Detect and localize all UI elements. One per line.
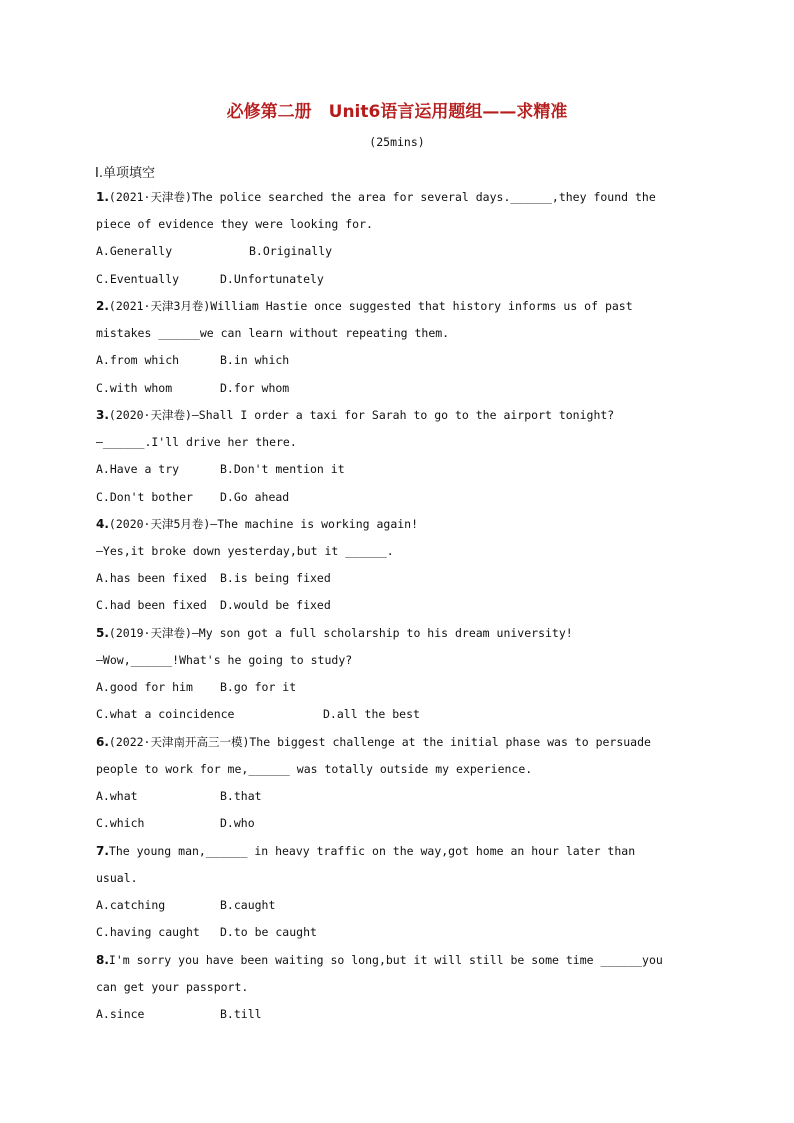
option-a: A.catching bbox=[96, 898, 166, 912]
question-text: (2020·天津卷)—Shall I order a taxi for Sarah to go to the airport tonight? bbox=[108, 408, 615, 422]
question-5-line-2: —Wow,______!What's he going to study? bbox=[96, 653, 353, 667]
question-text: (2019·天津卷)—My son got a full scholarship to his dream university! bbox=[108, 626, 573, 640]
question-number: 5. bbox=[96, 626, 109, 640]
question-6-line-1 bbox=[96, 734, 651, 750]
option-d: D.all the best bbox=[323, 707, 420, 721]
option-c: C.had been fixed bbox=[96, 598, 207, 612]
question-8-line-2: can get your passport. bbox=[96, 980, 249, 994]
section-heading: Ⅰ.单项填空 bbox=[95, 166, 155, 181]
page-title: 必修第二册 Unit6语言运用题组——求精准 bbox=[226, 102, 568, 122]
option-c: C.Don't bother bbox=[96, 490, 193, 504]
option-c: C.Eventually bbox=[96, 272, 180, 286]
question-4-line-2: —Yes,it broke down yesterday,but it ______. bbox=[96, 544, 394, 558]
option-b: B.till bbox=[220, 1007, 262, 1021]
option-a: A.from which bbox=[96, 353, 180, 367]
question-number: 6. bbox=[96, 735, 109, 749]
option-d: D.to be caught bbox=[220, 925, 317, 939]
question-1-line-1 bbox=[96, 189, 656, 205]
question-7-line-2: usual. bbox=[96, 871, 138, 885]
question-8-line-1 bbox=[96, 952, 663, 968]
option-a: A.Have a try bbox=[96, 462, 180, 476]
option-b: B.is being fixed bbox=[220, 571, 331, 585]
question-1-line-2: piece of evidence they were looking for. bbox=[96, 217, 373, 231]
option-d: D.Unfortunately bbox=[220, 272, 324, 286]
option-a: A.has been fixed bbox=[96, 571, 207, 585]
question-6-line-2: people to work for me,______ was totally outside my experience. bbox=[96, 762, 533, 776]
question-2-line-2: mistakes ______we can learn without repeating them. bbox=[96, 326, 450, 340]
question-3-line-2: —______.I'll drive her there. bbox=[96, 435, 297, 449]
question-5-line-1 bbox=[96, 625, 573, 641]
option-c: C.what a coincidence bbox=[96, 707, 235, 721]
question-3-line-1 bbox=[96, 407, 614, 423]
question-text: The young man,______ in heavy traffic on the way,got home an hour later than bbox=[108, 844, 636, 858]
option-a: A.what bbox=[96, 789, 138, 803]
option-b: B.in which bbox=[220, 353, 290, 367]
question-text: (2021·天津卷)The police searched the area for several days.______,they found the bbox=[108, 190, 656, 204]
question-number: 2. bbox=[96, 299, 109, 313]
option-a: A.Generally bbox=[96, 244, 173, 258]
option-c: C.having caught bbox=[96, 925, 200, 939]
question-text: (2021·天津3月卷)William Hastie once suggested that history informs us of past bbox=[108, 299, 633, 313]
question-7-line-1 bbox=[96, 843, 635, 859]
option-b: B.Don't mention it bbox=[220, 462, 345, 476]
question-number: 7. bbox=[96, 844, 109, 858]
option-b: B.go for it bbox=[220, 680, 297, 694]
question-number: 3. bbox=[96, 408, 109, 422]
duration-note: (25mins) bbox=[369, 135, 425, 149]
question-text: (2020·天津5月卷)—The machine is working again! bbox=[108, 517, 419, 531]
option-d: D.who bbox=[220, 816, 255, 830]
question-2-line-1 bbox=[96, 298, 633, 314]
question-text: (2022·天津南开高三一模)The biggest challenge at the initial phase was to persuade bbox=[108, 735, 651, 749]
option-d: D.Go ahead bbox=[220, 490, 290, 504]
option-d: D.for whom bbox=[220, 381, 290, 395]
question-number: 8. bbox=[96, 953, 109, 967]
option-c: C.which bbox=[96, 816, 145, 830]
option-b: B.caught bbox=[220, 898, 276, 912]
option-b: B.Originally bbox=[249, 244, 333, 258]
question-number: 1. bbox=[96, 190, 109, 204]
question-text: I'm sorry you have been waiting so long,but it will still be some time ______you bbox=[108, 953, 663, 967]
question-number: 4. bbox=[96, 517, 109, 531]
option-a: A.since bbox=[96, 1007, 145, 1021]
option-c: C.with whom bbox=[96, 381, 173, 395]
question-4-line-1 bbox=[96, 516, 418, 532]
option-b: B.that bbox=[220, 789, 262, 803]
option-d: D.would be fixed bbox=[220, 598, 331, 612]
option-a: A.good for him bbox=[96, 680, 193, 694]
